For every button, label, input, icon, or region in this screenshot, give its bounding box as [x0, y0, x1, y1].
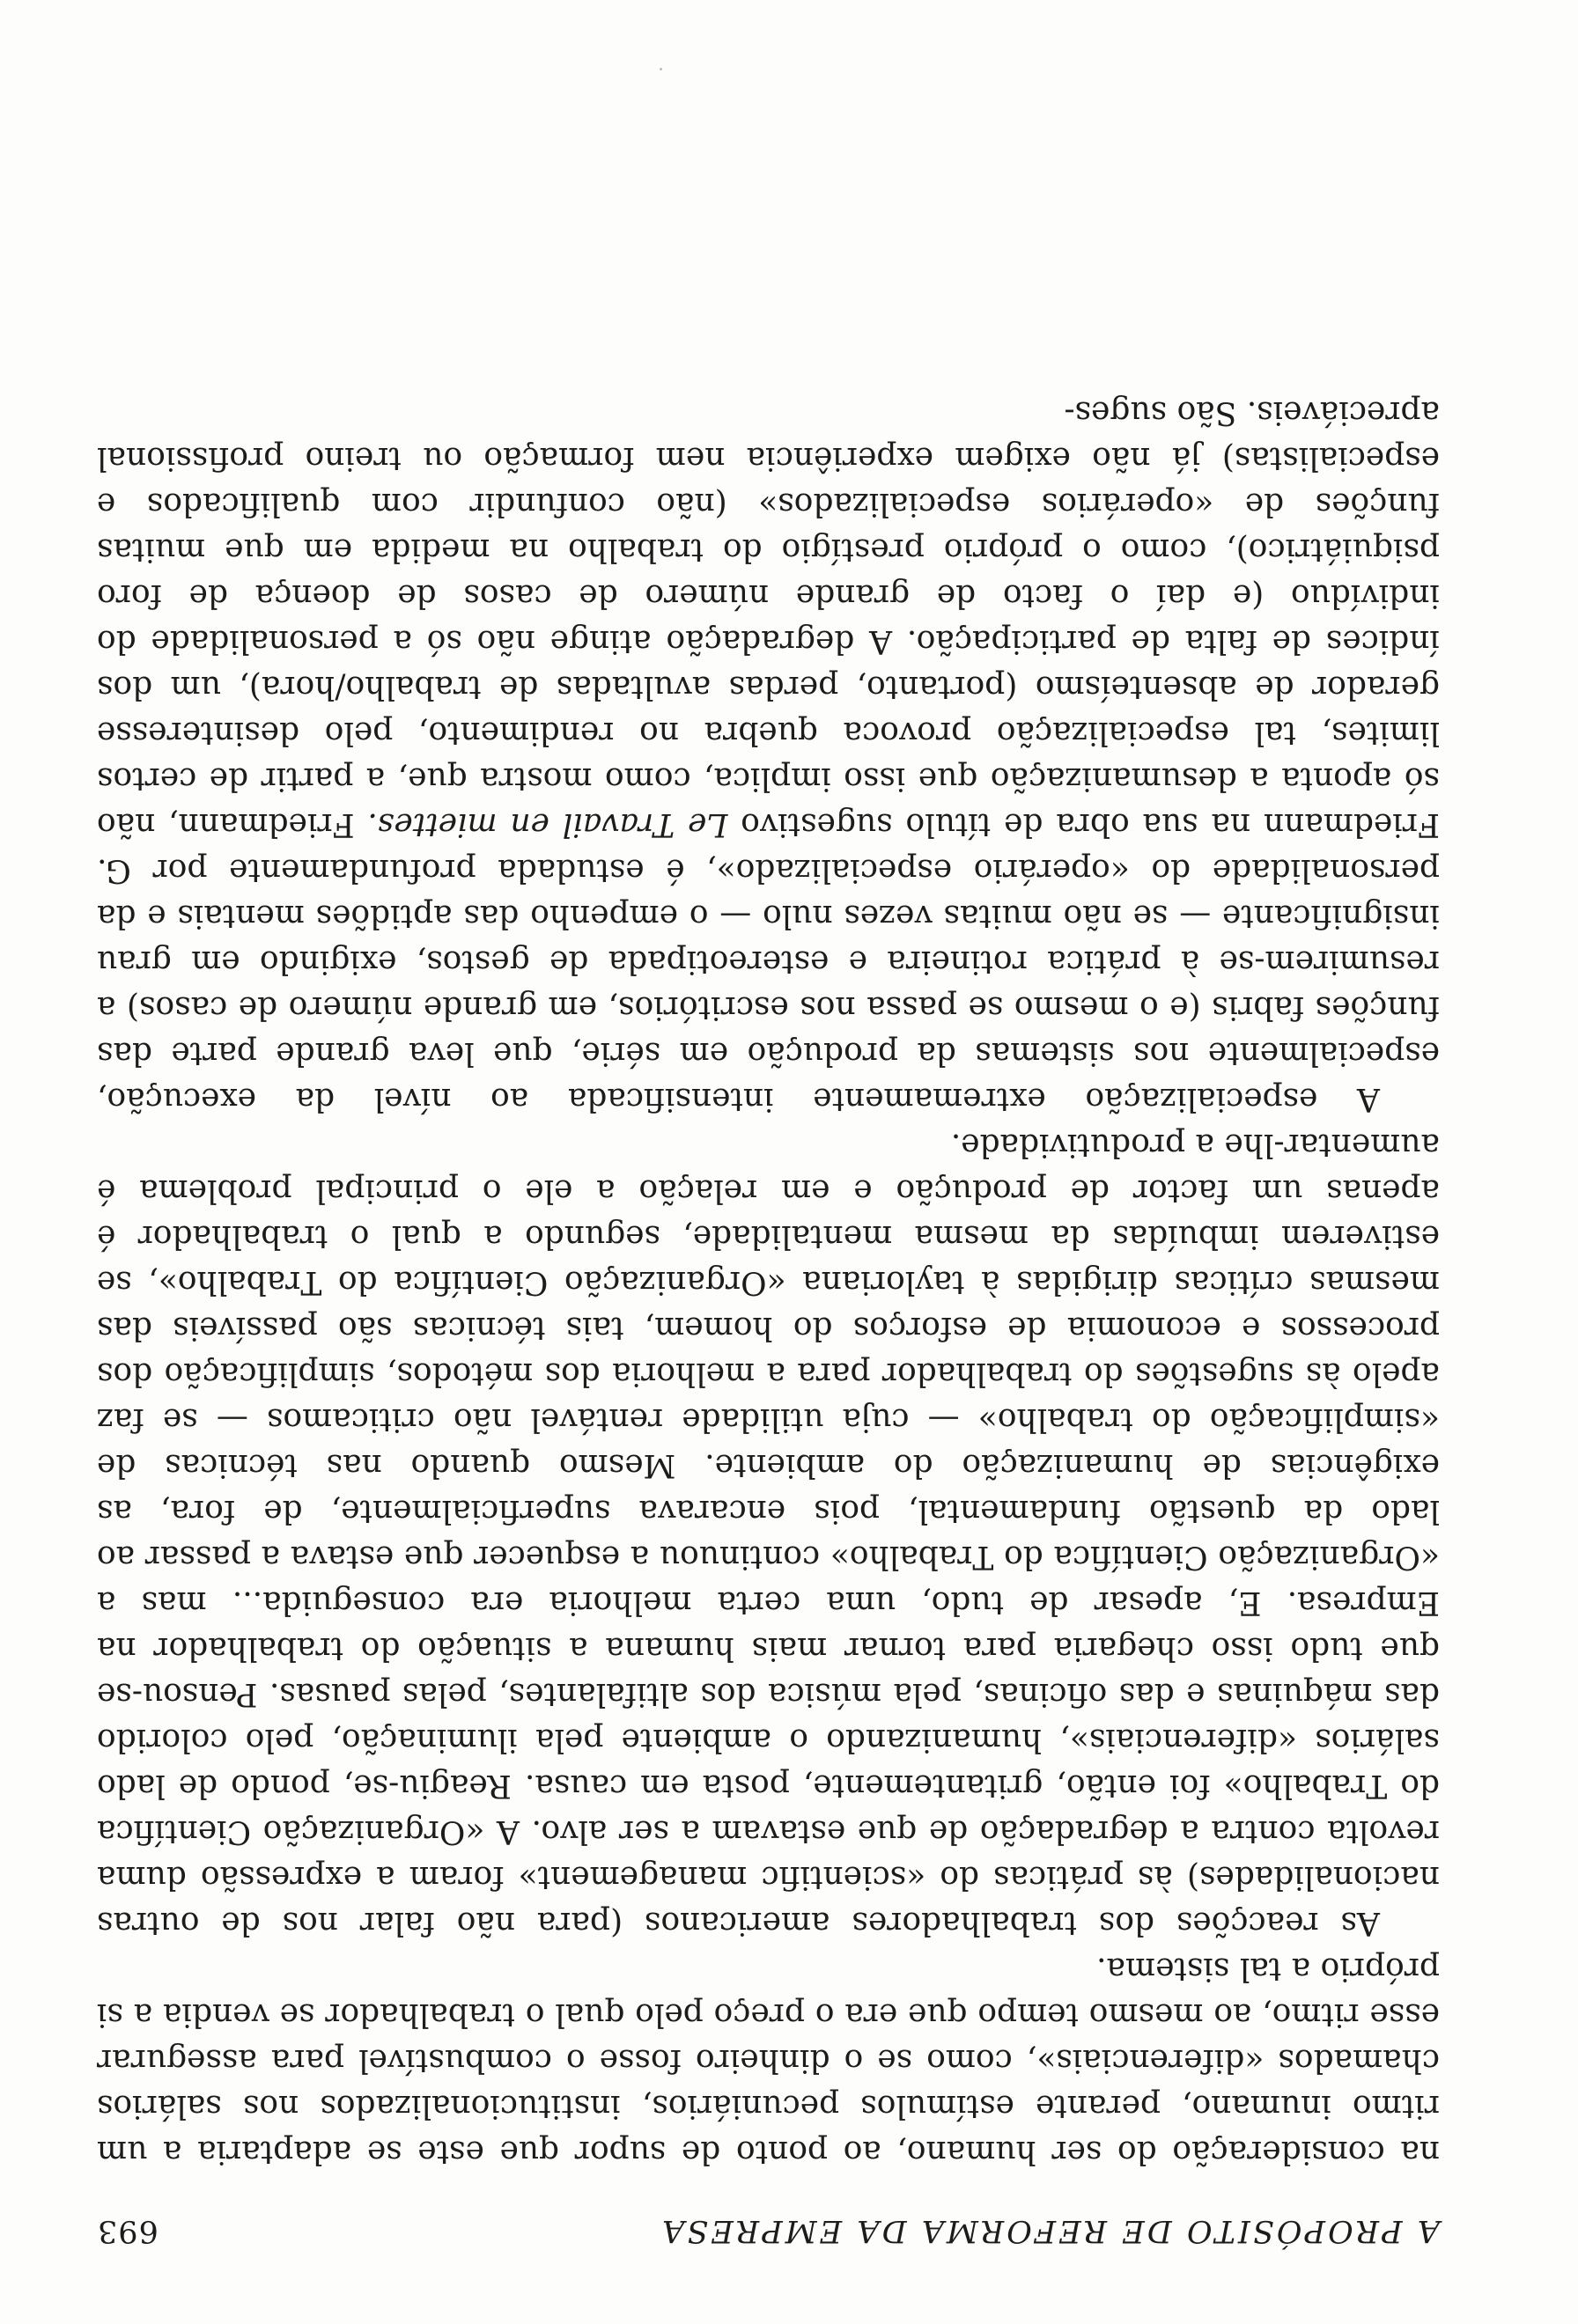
page-number: 693	[97, 2213, 159, 2248]
paragraph-continuation: na consideração do ser humano, ao ponto de supor que este se adaptaria a um ritmo inumano, perante estímulos pecuniários, institucionalizados nos salários chamados «diferenciais», como se o dinheiro fosse o combustível para assegurar esse ritmo, ao mesmo tempo que era o preço pelo qual o trabalhador se vendia a si próprio a tal sistema.	[97, 1951, 1440, 2170]
paragraph-specialization	[97, 389, 1440, 1122]
running-head	[97, 2208, 1440, 2254]
scan-speck	[660, 68, 662, 70]
paragraph-specialization-part-2: Friedmann, não só aponta a desumanização que isso implica, como mostra que, a partir de certos limites, tal especialização provoca quebra no rendimento, pelo desinteresse gerador de absenteísmo (portanto, perdas avultadas de trabalho/hora), um dos índices de falta de participação. A degradação atinge não só a personalidade do indivíduo (e daí o facto de grande número de casos de doença de foro psiquiátrico), como o próprio prestígio do trabalho na medida em que muitas funções de «operários especializados» (não confundir com qualificados e especialistas) já não exigem experiência nem formação ou treino profissional apreciáveis. São suges-	[97, 394, 1440, 842]
running-head-title: A PROPÓSITO DE REFORMA DA EMPRESA	[660, 2213, 1440, 2248]
page-content	[97, 389, 1440, 2254]
paragraph-reactions: As reacções dos trabalhadores americanos (para não falar nos de outras nacionalidades) às práticas do «scientific management» foram a expressão duma revolta contra a degradação de que estavam a ser alvo. A «Organização Científica do Trabalho» foi então, gritantemente, posta em causa. Reagiu-se, pondo de lado salários «diferenciais», humanizando o ambiente pela iluminação, pelo colorido das máquinas e das oficinas, pela música dos altifalantes, pelas pausas. Pensou-se que tudo isso chegaria para tornar mais humana a situação do trabalhador na Empresa. E, apesar de tudo, uma certa melhoria era conseguida... mas a «Organização Científica do Trabalho» continuou a esquecer que estava a passar ao lado da questão fundamental, pois encarava superficialmente, de fora, as exigências de humanização do ambiente. Mesmo quando nas técnicas de «simplificação do trabalho» — cuja utilidade rentável não criticamos — se faz apelo às sugestões do trabalhador para a melhoria dos métodos, simplificação dos processos e economia de esforços do homem, tais técnicas são passíveis das mesmas críticas dirigidas à taylorianа «Organização Científica do Trabalho», se estiverem imbuídas da mesma mentalidade, segundo a qual o trabalhador é apenas um factor de produção e em relação a ele o principal problema é aumentar-lhe a produtividade.	[97, 1127, 1440, 1941]
book-title: Le Travail en miettes.	[367, 806, 728, 842]
paragraph-specialization-part-1: A especialização extremamente intensificada ao nível da execução, especialmente nos sistemas da produção em série, que leva grande parte das funções fabris (e o mesmo se passa nos escritórios, em grande número de casos) a resumirem-se à prática rotineira e estereotipada de gestos, exigindo em grau insignificante — se não muitas vezes nulo — o empenho das aptidões mentais e da personalidade do «operário especializado», é estudada profundamente por G. Friedmann na sua obra de título sugestivo	[97, 806, 1440, 1117]
